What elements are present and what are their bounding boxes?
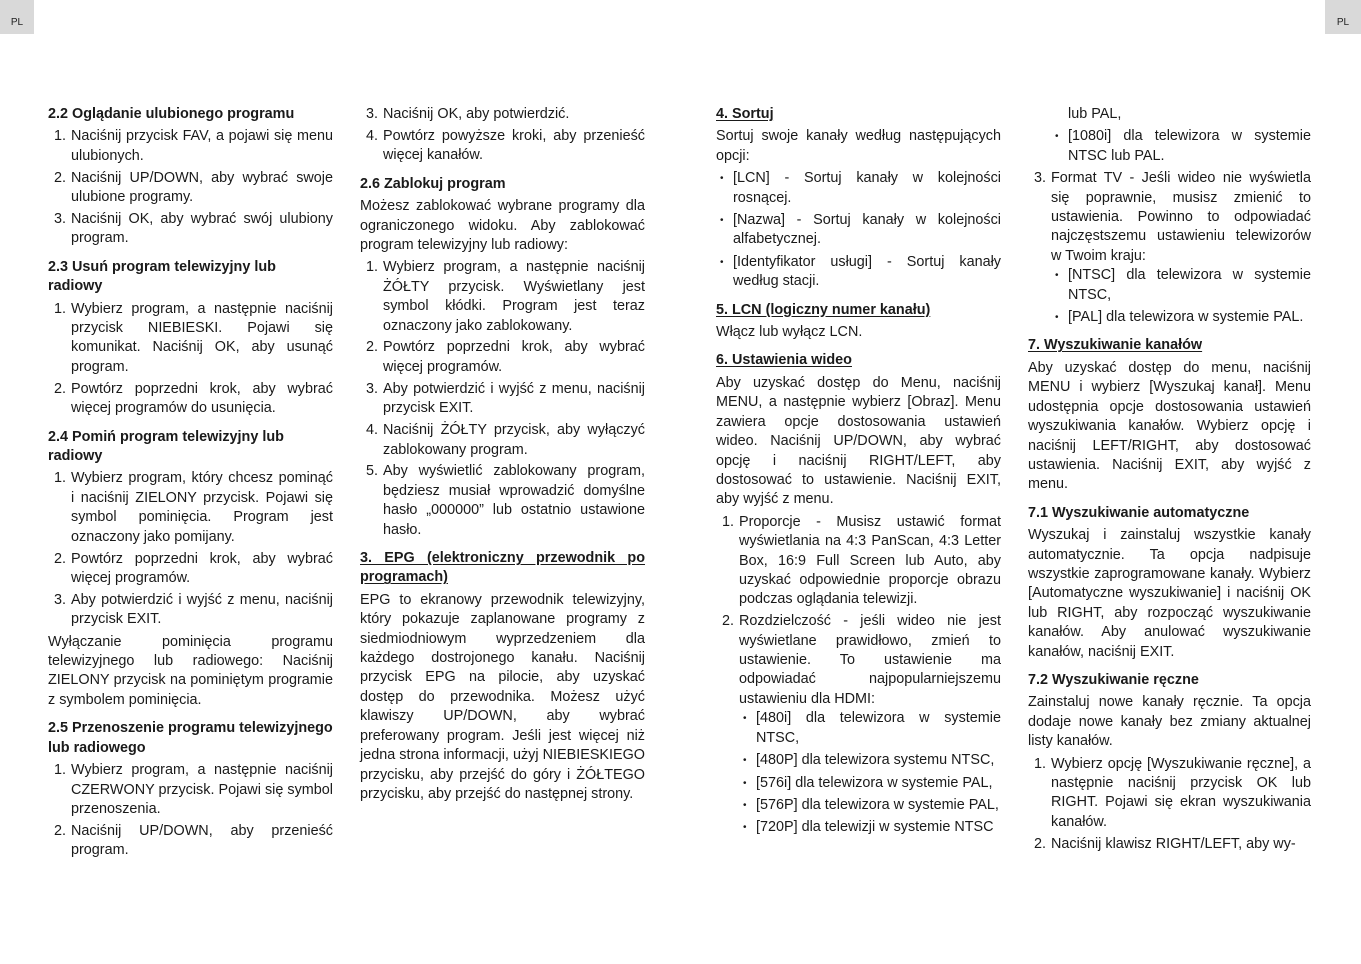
- list-item-text: Format TV - Jeśli wideo nie wyświetla się poprawnie, musisz zmienić to ustawienia. Powinno to odpowiadać najczęstszemu ustawieniu telewizorów w Twoim kraju:: [1051, 170, 1311, 264]
- list-item: • [720P] dla telewizji w systemie NTSC: [755, 818, 1001, 837]
- paragraph: Zainstaluj nowe kanały ręcznie. Ta opcja dodaje nowe kanały bez zmiany aktualnej listy kanałów.: [1028, 694, 1311, 750]
- paragraph: Aby uzyskać dostęp do Menu, naciśnij MENU, a następnie wybierz [Obraz]. Menu zawiera opcje dostosowania ustawień wideo. Naciśnij UP/DOWN, aby wybrać opcję i naciśnij RIGHT/LEFT, aby dostosować to ustawienie. Naciśnij EXIT, aby wyjść z menu.: [716, 374, 1001, 508]
- list-item: 1. Proporcje - Musisz ustawić format wyświetlania na 4:3 PanScan, 4:3 Letter Box, 16:9 Full Screen lub Auto, aby uzyskać odpowiednie proporcje obrazu podczas oglądania telewizji.: [738, 513, 1001, 610]
- list-item: 2. Powtórz poprzedni krok, aby wybrać więcej programów.: [382, 338, 645, 377]
- bullet-list-tv-format: [1051, 266, 1311, 327]
- list-7-2: [1028, 755, 1311, 855]
- list-item: • [LCN] - Sortuj kanały w kolejności rosnącej.: [732, 169, 1001, 208]
- section-heading-5: 5. LCN (logiczny numer kanału): [716, 301, 931, 318]
- paragraph: Wyszukaj i zainstaluj wszystkie kanały automatycznie. Ta opcja nadpisuje wszystkie zaprogramowane kanały. Wybierz [Automatyczne wyszukiwanie] i naciśnij OK lub RIGHT, aby rozpocząć wyszukiwanie kanałów. Aby anulować wyszukiwanie kanałów, naciśnij EXIT.: [1028, 527, 1311, 660]
- column-1: [48, 105, 333, 864]
- paragraph: Możesz zablokować wybrane programy dla ograniczonego widoku. Aby zablokować program telewizyjny lub radiowy:: [360, 198, 645, 253]
- section-heading-2-5: 2.5 Przenoszenie programu telewizyjnego lub radiowego: [48, 720, 333, 756]
- list-item: 3. Aby potwierdzić i wyjść z menu, naciśnij przycisk EXIT.: [382, 380, 645, 419]
- list-item: 5. Aby wyświetlić zablokowany program, będziesz musiał wprowadzić domyślne hasło „000000” lub ostatnio ustawione hasło.: [382, 462, 645, 540]
- page-language-tag-left: PL: [0, 0, 34, 34]
- paragraph: Wyłączanie pominięcia programu telewizyjnego lub radiowego: Naciśnij ZIELONY przycisk na pominiętym programie z symbolem pominięcia.: [48, 633, 333, 708]
- section-heading-7: 7. Wyszukiwanie kanałów: [1028, 337, 1203, 354]
- list-item: [738, 612, 1001, 837]
- list-2-5: [48, 761, 333, 861]
- paragraph: Aby uzyskać dostęp do menu, naciśnij MENU i wybierz [Wyszukaj kanał]. Menu udostępnia opcje dostosowania ustawień wyszukiwania kanałów. Wybierz opcję i naciśnij LEFT/RIGHT, aby dostosować ustawienia. Naciśnij EXIT, aby wyjść z menu.: [1028, 359, 1311, 493]
- list-item: 3. Naciśnij OK, aby potwierdzić.: [382, 105, 645, 124]
- page-language-tag-right: PL: [1325, 0, 1361, 34]
- section-heading-2-2: 2.2 Oglądanie ulubionego programu: [48, 106, 295, 122]
- list-item: • [Nazwa] - Sortuj kanały w kolejności alfabetycznej.: [732, 211, 1001, 250]
- list-item: 1. Wybierz program, a następnie naciśnij ŻÓŁTY przycisk. Wyświetlany jest symbol kłódki. Program jest teraz oznaczony jako zablokowany.: [382, 258, 645, 336]
- list-item: 2. Naciśnij UP/DOWN, aby wybrać swoje ulubione programy.: [70, 169, 333, 208]
- list-item: 2. Powtórz poprzedni krok, aby wybrać więcej programów.: [70, 550, 333, 589]
- list-6-continued: [1028, 169, 1311, 327]
- paragraph: EPG to ekranowy przewodnik telewizyjny, który pokazuje zaplanowane programy z siedmiodniowym wyprzedzeniem dla każdego dostrojonego kanału. Naciśnij przycisk EPG na pilocie, aby uzyskać dostęp do przewodnika. Możesz użyć klawiszy UP/DOWN, aby wybrać preferowany program. Jeśli jest więcej niż jedna strona informacji, użyj NIEBIESKIEGO przycisku, aby przejść do góry i ŻÓŁTEGO przycisku, aby przejść do następnej strony.: [360, 591, 645, 802]
- bullet-list-resolution-continued: [1028, 127, 1311, 166]
- bullet-list-resolution: [739, 709, 1001, 837]
- column-3: [716, 105, 1001, 841]
- section-heading-4: 4. Sortuj: [716, 106, 774, 122]
- list-item-text: Rozdzielczość - jeśli wideo nie jest wyświetlane prawidłowo, zmień to ustawienie. To ustawienie ma odpowiadać najpopularniejszemu ustawieniu dla HDMI:: [739, 613, 1001, 707]
- list-item: 1. Naciśnij przycisk FAV, a pojawi się menu ulubionych.: [70, 127, 333, 166]
- list-2-4: [48, 469, 333, 629]
- section-heading-2-4: 2.4 Pomiń program telewizyjny lub radiowy: [48, 428, 284, 464]
- list-item: [1050, 169, 1311, 327]
- list-2-3: [48, 300, 333, 419]
- section-heading-7-1: 7.1 Wyszukiwanie automatyczne: [1028, 504, 1250, 521]
- section-heading-2-3: 2.3 Usuń program telewizyjny lub radiowy: [48, 258, 276, 295]
- section-heading-2-6: 2.6 Zablokuj program: [360, 175, 506, 192]
- list-item: • [PAL] dla telewizora w systemie PAL.: [1067, 308, 1311, 327]
- list-item: 2. Naciśnij klawisz RIGHT/LEFT, aby wy-: [1050, 835, 1311, 854]
- list-item: 2. Powtórz poprzedni krok, aby wybrać więcej programów do usunięcia.: [70, 380, 333, 419]
- paragraph: Włącz lub wyłącz LCN.: [716, 324, 863, 341]
- list-item: • [480P] dla telewizora systemu NTSC,: [755, 751, 1001, 770]
- list-item: 1. Wybierz program, a następnie naciśnij przycisk NIEBIESKI. Pojawi się komunikat. Naciśnij OK, aby usunąć program.: [70, 300, 333, 378]
- section-heading-6: 6. Ustawienia wideo: [716, 352, 852, 369]
- list-2-2: [48, 127, 333, 248]
- paragraph-continued: lub PAL,: [1068, 106, 1122, 122]
- section-heading-3: 3. EPG (elektroniczny przewodnik po programach): [360, 550, 645, 586]
- column-4: [1028, 105, 1311, 857]
- list-item: • [480i] dla telewizora w systemie NTSC,: [755, 709, 1001, 748]
- bullet-list-4: [716, 169, 1001, 291]
- list-item: • [576P] dla telewizora w systemie PAL,: [755, 796, 1001, 815]
- list-item: • [1080i] dla telewizora w systemie NTSC lub PAL.: [1067, 127, 1311, 166]
- list-item: 4. Naciśnij ŻÓŁTY przycisk, aby wyłączyć zablokowany program.: [382, 421, 645, 460]
- list-item: • [NTSC] dla telewizora w systemie NTSC,: [1067, 266, 1311, 305]
- column-2: [360, 105, 645, 807]
- section-heading-7-2: 7.2 Wyszukiwanie ręczne: [1028, 671, 1199, 688]
- list-item: • [Identyfikator usługi] - Sortuj kanały według stacji.: [732, 253, 1001, 292]
- list-item: 3. Aby potwierdzić i wyjść z menu, naciśnij przycisk EXIT.: [70, 591, 333, 630]
- list-item: 1. Wybierz opcję [Wyszukiwanie ręczne], a następnie naciśnij przycisk OK lub RIGHT. Pojawi się ekran wyszukiwania kanałów.: [1050, 755, 1311, 833]
- list-item: 3. Naciśnij OK, aby wybrać swój ulubiony program.: [70, 210, 333, 249]
- paragraph: Sortuj swoje kanały według następujących opcji:: [716, 128, 1001, 164]
- list-item: 4. Powtórz powyższe kroki, aby przenieść więcej kanałów.: [382, 127, 645, 166]
- list-item: 1. Wybierz program, a następnie naciśnij CZERWONY przycisk. Pojawi się symbol przenoszenia.: [70, 761, 333, 819]
- list-2-5-continued: [360, 105, 645, 166]
- list-item: 1. Wybierz program, który chcesz pominąć i naciśnij ZIELONY przycisk. Pojawi się symbol pominięcia. Program jest oznaczony jako pomijany.: [70, 469, 333, 547]
- list-item: 2. Naciśnij UP/DOWN, aby przenieść program.: [70, 822, 333, 861]
- list-2-6: [360, 258, 645, 540]
- list-item: • [576i] dla telewizora w systemie PAL,: [755, 774, 1001, 793]
- list-6: [716, 513, 1001, 838]
